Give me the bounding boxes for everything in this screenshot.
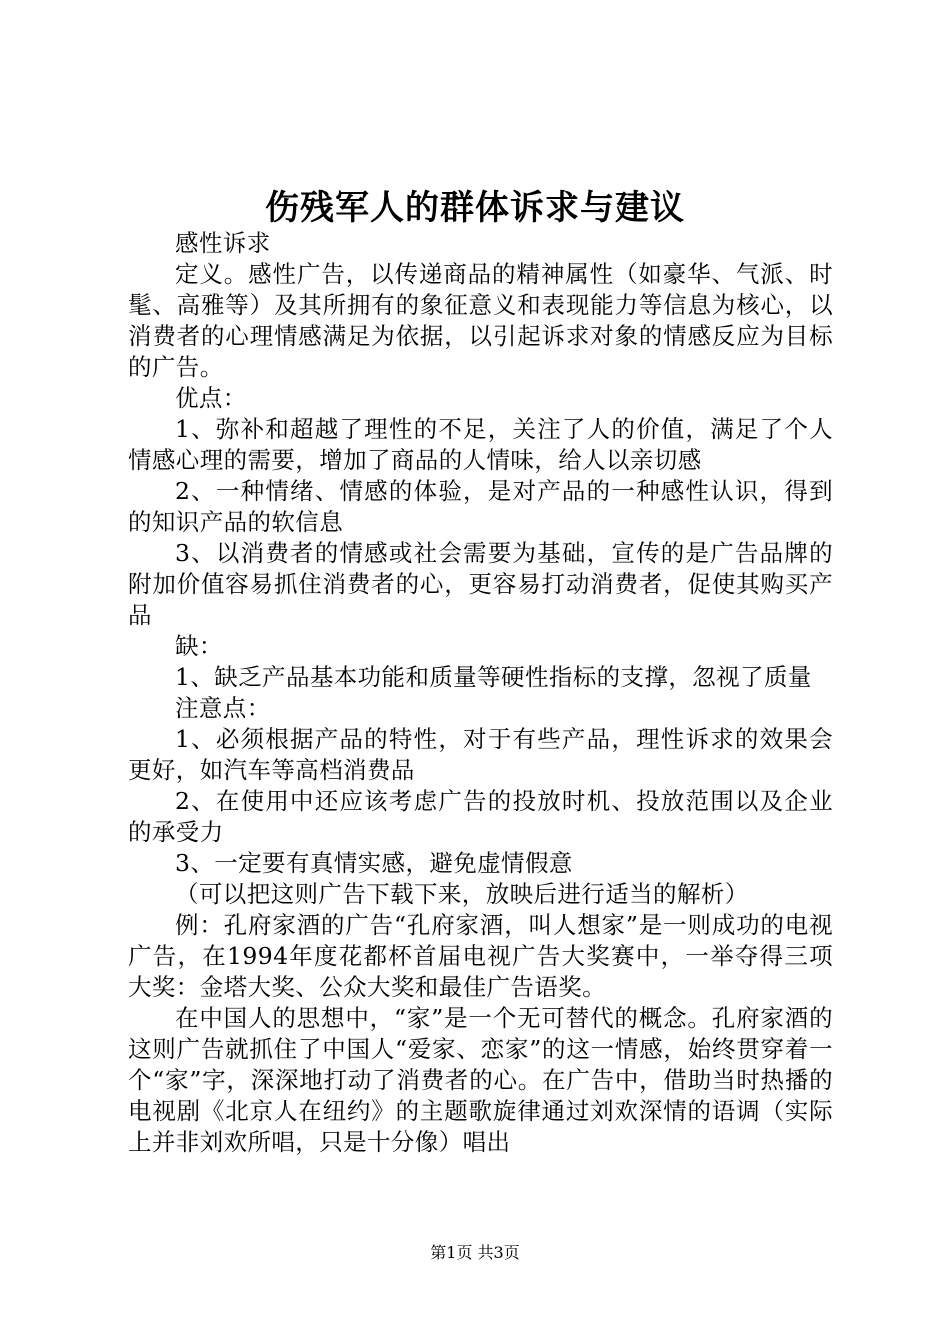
- paragraph: 3、一定要有真情实感，避免虚情假意: [175, 849, 573, 877]
- paragraph: 优点：: [175, 384, 247, 412]
- paragraph: （可以把这则广告下载下来，放映后进行适当的解析）: [175, 880, 749, 908]
- paragraph: 2、一种情绪、情感的体验，是对产品的一种感性认识，得到的知识产品的软信息: [128, 477, 833, 536]
- paragraph: 注意点：: [175, 694, 271, 722]
- document-body: [128, 228, 833, 1158]
- paragraph: 1、缺乏产品基本功能和质量等硬性指标的支撑，忽视了质量: [175, 663, 812, 691]
- paragraph: 在中国人的思想中，“家”是一个无可替代的概念。孔府家酒的这则广告就抓住了中国人“爱家、恋家”的这一情感，始终贯穿着一个“家”字，深深地打动了消费者的心。在广告中，借助当时热播的电视剧《北京人在纽约》的主题歌旋律通过刘欢深情的语调（实际上并非刘欢所唱，只是十分像）唱出: [128, 1004, 833, 1156]
- paragraph: 缺：: [175, 632, 223, 660]
- paragraph: 3、以消费者的情感或社会需要为基础，宣传的是广告品牌的附加价值容易抓住消费者的心，更容易打动消费者，促使其购买产品: [128, 539, 833, 629]
- document-title: 伤残军人的群体诉求与建议: [265, 188, 685, 228]
- page-footer: 第1页 共3页: [430, 1243, 520, 1262]
- paragraph: 定义。感性广告，以传递商品的精神属性（如豪华、气派、时髦、高雅等）及其所拥有的象征意义和表现能力等信息为核心，以消费者的心理情感满足为依据，以引起诉求对象的情感反应为目标的广告。: [128, 260, 833, 381]
- paragraph: 2、在使用中还应该考虑广告的投放时机、投放范围以及企业的承受力: [128, 787, 833, 846]
- paragraph: 1、弥补和超越了理性的不足，关注了人的价值，满足了个人情感心理的需要，增加了商品的人情味，给人以亲切感: [128, 415, 833, 474]
- paragraph: 感性诉求: [175, 229, 271, 257]
- paragraph: 例：孔府家酒的广告“孔府家酒，叫人想家”是一则成功的电视广告，在1994年度花都杯首届电视广告大奖赛中，一举夺得三项大奖：金塔大奖、公众大奖和最佳广告语奖。: [128, 911, 833, 1001]
- paragraph: 1、必须根据产品的特性，对于有些产品，理性诉求的效果会更好，如汽车等高档消费品: [128, 725, 833, 784]
